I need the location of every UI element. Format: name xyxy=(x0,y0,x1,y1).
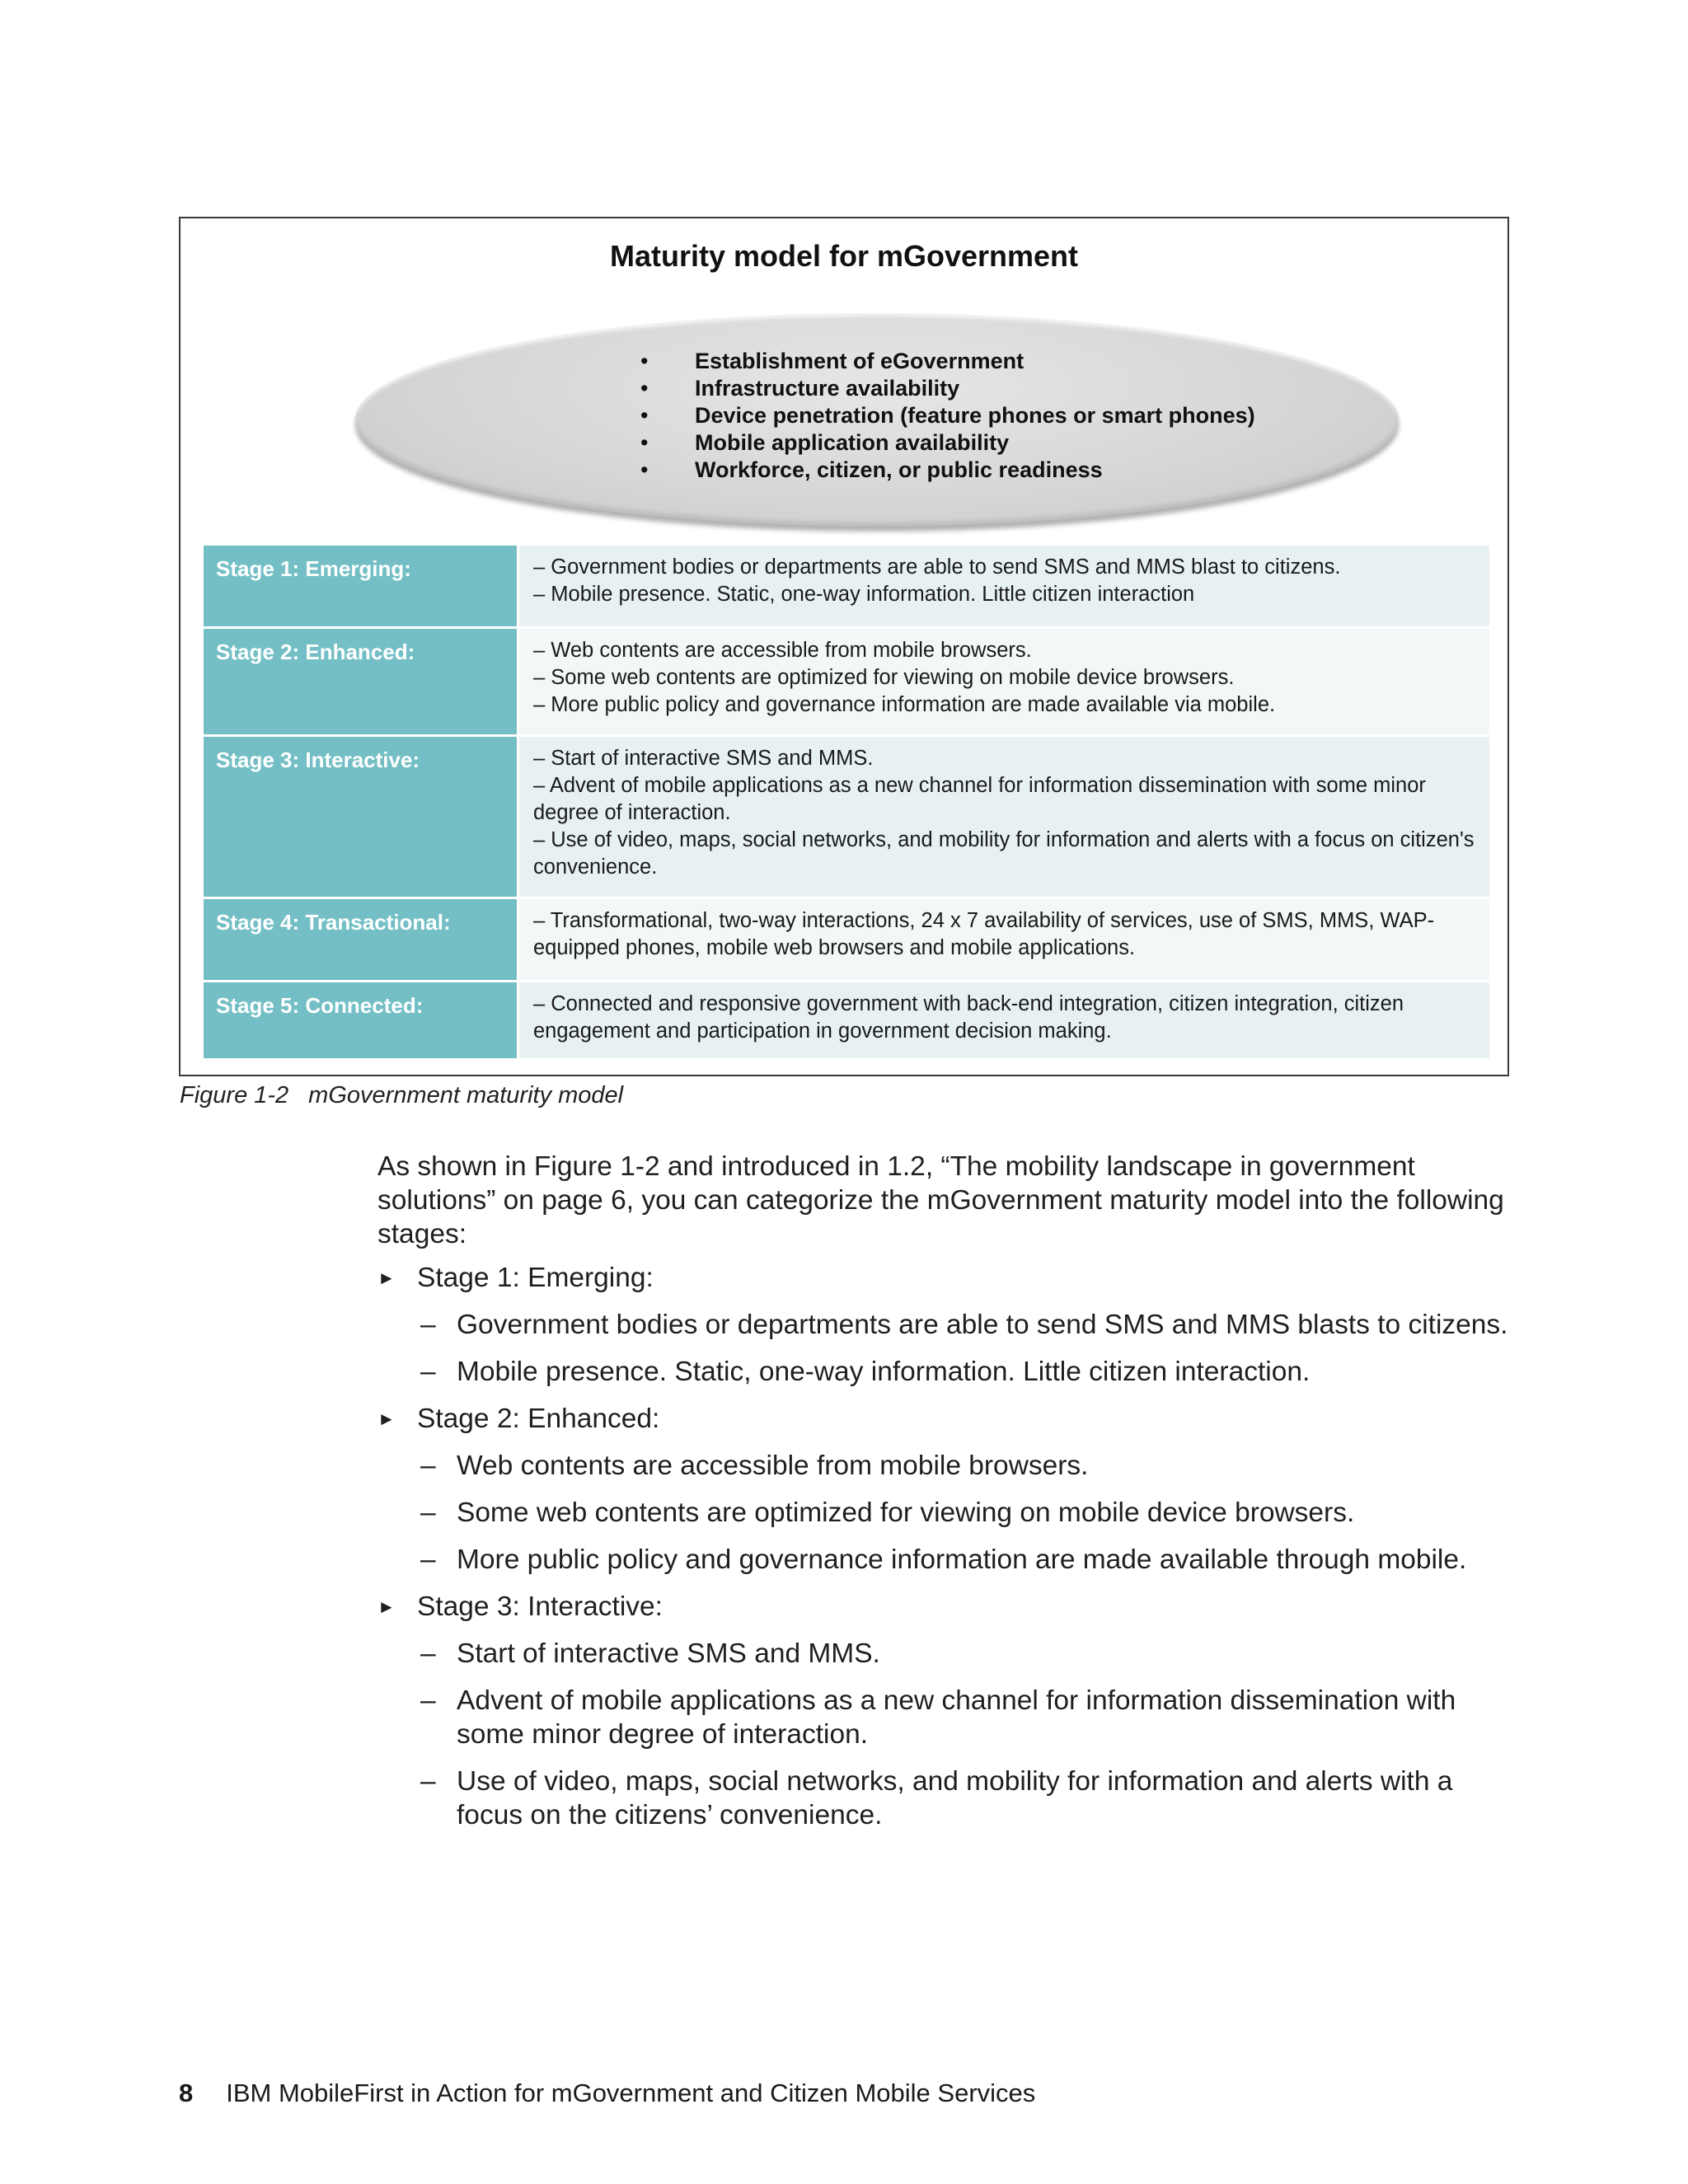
intro-paragraph: As shown in Figure 1-2 and introduced in 1.2, “The mobility landscape in government solutions” on page 6, you can categorize the mGovernment maturity model into the following stages: xyxy=(377,1151,1504,1249)
stage-label: Stage 1: Emerging: xyxy=(204,546,517,626)
bullet-icon: • xyxy=(640,403,649,428)
bullet-icon: • xyxy=(640,430,649,455)
readiness-item: • Establishment of eGovernment xyxy=(640,349,1025,373)
bullet-icon: • xyxy=(640,349,649,373)
stage-bullet: ► Stage 3: Interactive: xyxy=(377,1591,663,1622)
bullet-icon: • xyxy=(640,457,649,482)
triangle-bullet-icon: ► xyxy=(377,1268,396,1288)
figure-title: Maturity model for mGovernment xyxy=(609,239,1079,273)
readiness-list xyxy=(640,348,1255,484)
readiness-item: • Workforce, citizen, or public readiness xyxy=(640,457,1103,482)
figure-caption-text: mGovernment maturity model xyxy=(308,1082,624,1108)
triangle-bullet-icon: ► xyxy=(377,1596,396,1617)
stage-description: – Government bodies or departments are able to send SMS and MMS blast to citizens. – Mobile presence. Static, one-way information. Little citizen interaction xyxy=(519,546,1489,626)
bullet-icon: • xyxy=(640,376,649,401)
dash-icon: – xyxy=(420,1685,436,1716)
stage-row xyxy=(204,737,1489,897)
dash-icon: – xyxy=(420,1638,436,1669)
figure-box xyxy=(179,217,1509,1076)
stage-subitem: – Use of video, maps, social networks, and mobility for information and alerts with a focus on the citizens’ convenience. xyxy=(420,1766,1453,1830)
stage-description: – Transformational, two-way interactions, 24 x 7 availability of services, use of SMS, MMS, WAP-equipped phones, mobile web browsers and mobile applications. xyxy=(519,899,1489,980)
stage-label: Stage 4: Transactional: xyxy=(204,899,517,980)
dash-icon: – xyxy=(420,1451,436,1481)
figure-number: Figure 1-2 xyxy=(180,1082,289,1108)
stage-row xyxy=(204,982,1489,1058)
stages-table xyxy=(204,546,1489,1061)
stage-subitem: – Web contents are accessible from mobile browsers. xyxy=(420,1451,1089,1481)
page-number: 8 xyxy=(179,2079,194,2107)
stage-subitem: – Mobile presence. Static, one-way information. Little citizen interaction. xyxy=(420,1357,1311,1387)
dash-icon: – xyxy=(420,1544,436,1575)
readiness-item: • Device penetration (feature phones or smart phones) xyxy=(640,403,1255,428)
triangle-bullet-icon: ► xyxy=(377,1408,396,1429)
stage-description: – Web contents are accessible from mobile browsers. – Some web contents are optimized for viewing on mobile device browsers. – More public policy and governance information are made available via mobile. xyxy=(519,629,1489,734)
stage-description: – Start of interactive SMS and MMS. – Advent of mobile applications as a new channel for information dissemination with some minor degree of interaction. – Use of video, maps, social networks, and mobility for information and alerts with a focus on citizen's convenience. xyxy=(519,737,1489,897)
stage-subitem: – More public policy and governance information are made available through mobile. xyxy=(420,1544,1467,1575)
dash-icon: – xyxy=(420,1497,436,1528)
stage-row xyxy=(204,629,1489,734)
page-footer xyxy=(179,2079,1035,2108)
stage-subitem: – Some web contents are optimized for viewing on mobile device browsers. xyxy=(420,1497,1355,1528)
stage-bullet: ► Stage 1: Emerging: xyxy=(377,1263,654,1293)
readiness-item: • Mobile application availability xyxy=(640,430,1010,455)
dash-icon: – xyxy=(420,1357,436,1387)
stage-subitem: – Government bodies or departments are able to send SMS and MMS blasts to citizens. xyxy=(420,1310,1508,1340)
figure-caption xyxy=(180,1082,623,1109)
stage-description: – Connected and responsive government with back-end integration, citizen integration, citizen engagement and participation in government decision making. xyxy=(519,982,1489,1058)
stage-row xyxy=(204,546,1489,626)
stage-bullet: ► Stage 2: Enhanced: xyxy=(377,1404,660,1434)
dash-icon: – xyxy=(420,1766,436,1797)
readiness-item: • Infrastructure availability xyxy=(640,376,960,401)
stage-label: Stage 2: Enhanced: xyxy=(204,629,517,734)
stage-row xyxy=(204,899,1489,980)
readiness-ellipse xyxy=(355,313,1399,526)
dash-icon: – xyxy=(420,1310,436,1340)
stage-subitem: – Start of interactive SMS and MMS. xyxy=(420,1638,880,1669)
stage-subitem: – Advent of mobile applications as a new channel for information dissemination with some minor degree of interaction. xyxy=(420,1685,1456,1750)
book-title: IBM MobileFirst in Action for mGovernment and Citizen Mobile Services xyxy=(226,2079,1036,2107)
stage-label: Stage 3: Interactive: xyxy=(204,737,517,897)
stage-label: Stage 5: Connected: xyxy=(204,982,517,1058)
body-text xyxy=(377,1150,1515,1845)
